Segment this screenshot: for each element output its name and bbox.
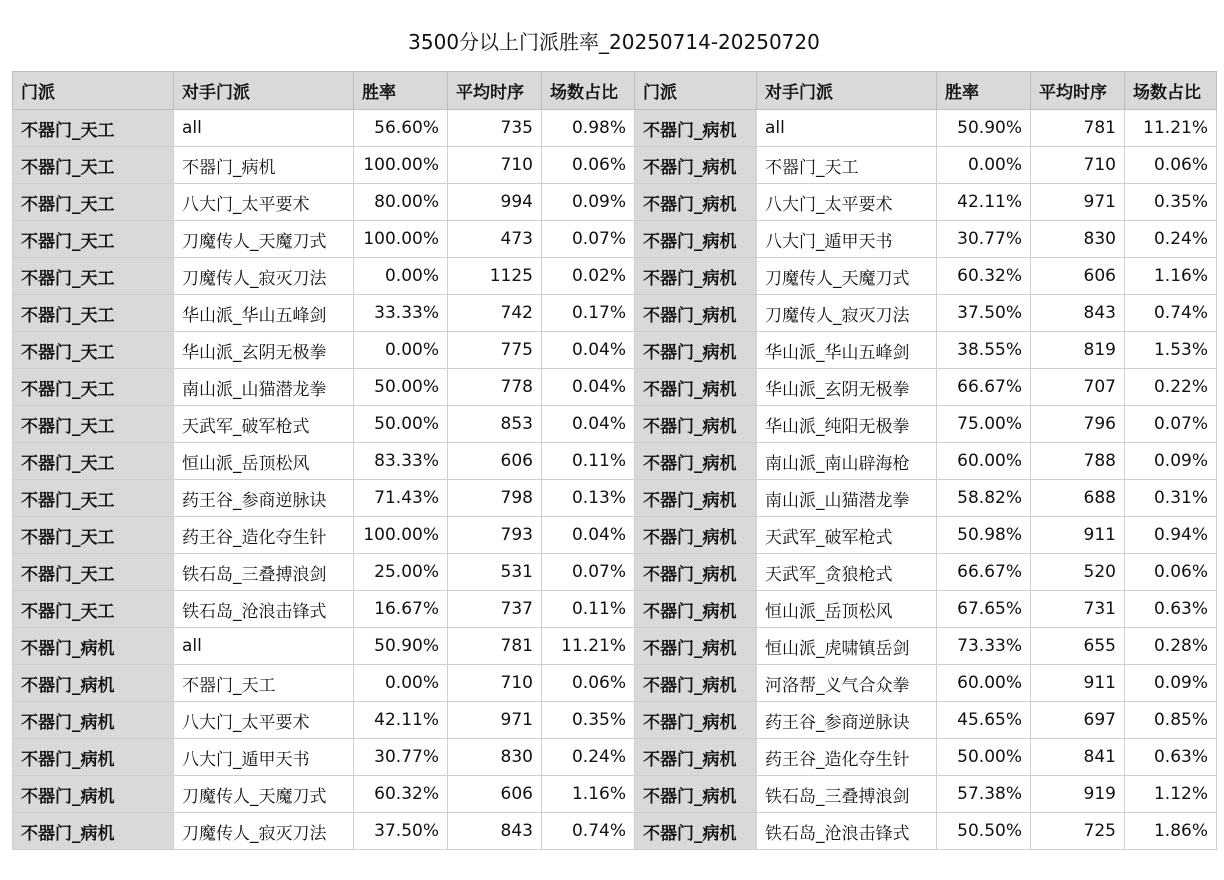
right-opponent-cell[interactable]: 南山派_南山辟海枪: [757, 443, 937, 480]
right-avg-time-cell[interactable]: 655: [1031, 628, 1125, 665]
left-avg-time-cell[interactable]: 710: [448, 147, 542, 184]
table-row: [13, 221, 1217, 258]
right-winrate-cell[interactable]: 60.00%: [937, 443, 1031, 480]
right-winrate-cell[interactable]: 57.38%: [937, 776, 1031, 813]
right-opponent-cell[interactable]: 药王谷_参商逆脉诀: [757, 702, 937, 739]
right-opponent-cell[interactable]: 八大门_遁甲天书: [757, 221, 937, 258]
left-winrate-cell[interactable]: 16.67%: [354, 591, 448, 628]
right-avg-time-cell[interactable]: 830: [1031, 221, 1125, 258]
right-faction-cell[interactable]: 不器门_病机: [635, 776, 757, 813]
right-share-cell[interactable]: 1.12%: [1125, 776, 1217, 813]
right-faction-cell[interactable]: 不器门_病机: [635, 147, 757, 184]
table-body: [13, 110, 1217, 850]
right-faction-cell[interactable]: 不器门_病机: [635, 665, 757, 702]
right-faction-cell[interactable]: 不器门_病机: [635, 813, 757, 850]
right-opponent-cell[interactable]: 天武军_破军枪式: [757, 517, 937, 554]
right-winrate-cell[interactable]: 50.00%: [937, 739, 1031, 776]
table-row: [13, 258, 1217, 295]
left-opponent-cell[interactable]: 刀魔传人_天魔刀式: [174, 776, 354, 813]
right-avg-time-cell[interactable]: 911: [1031, 517, 1125, 554]
left-opponent-cell[interactable]: 华山派_玄阴无极拳: [174, 332, 354, 369]
table-row: [13, 147, 1217, 184]
left-winrate-cell[interactable]: 50.00%: [354, 369, 448, 406]
col-header-winrate-right[interactable]: 胜率: [937, 72, 1031, 110]
right-share-cell[interactable]: 0.31%: [1125, 480, 1217, 517]
left-share-cell[interactable]: 1.16%: [542, 776, 635, 813]
right-share-cell[interactable]: 0.94%: [1125, 517, 1217, 554]
left-faction-cell[interactable]: 不器门_天工: [13, 443, 174, 480]
left-avg-time-cell[interactable]: 853: [448, 406, 542, 443]
left-opponent-cell[interactable]: 铁石岛_三叠搏浪剑: [174, 554, 354, 591]
winrate-table: [12, 71, 1217, 850]
left-opponent-cell[interactable]: 刀魔传人_天魔刀式: [174, 221, 354, 258]
right-avg-time-cell[interactable]: 911: [1031, 665, 1125, 702]
left-winrate-cell[interactable]: 37.50%: [354, 813, 448, 850]
right-winrate-cell[interactable]: 75.00%: [937, 406, 1031, 443]
left-winrate-cell[interactable]: 0.00%: [354, 665, 448, 702]
table-row: [13, 591, 1217, 628]
right-opponent-cell[interactable]: 南山派_山猫潜龙拳: [757, 480, 937, 517]
left-faction-cell[interactable]: 不器门_天工: [13, 406, 174, 443]
left-faction-cell[interactable]: 不器门_天工: [13, 480, 174, 517]
right-opponent-cell[interactable]: 铁石岛_三叠搏浪剑: [757, 776, 937, 813]
table-row: [13, 369, 1217, 406]
right-winrate-cell[interactable]: 45.65%: [937, 702, 1031, 739]
left-share-cell[interactable]: 11.21%: [542, 628, 635, 665]
right-avg-time-cell[interactable]: 796: [1031, 406, 1125, 443]
right-share-cell[interactable]: 11.21%: [1125, 110, 1217, 147]
header-row: [13, 72, 1217, 110]
right-faction-cell[interactable]: 不器门_病机: [635, 480, 757, 517]
right-avg-time-cell[interactable]: 971: [1031, 184, 1125, 221]
left-avg-time-cell[interactable]: 994: [448, 184, 542, 221]
left-share-cell[interactable]: 0.17%: [542, 295, 635, 332]
right-avg-time-cell[interactable]: 707: [1031, 369, 1125, 406]
col-header-avg-time[interactable]: 平均时序: [448, 72, 542, 110]
left-opponent-cell[interactable]: all: [174, 110, 354, 147]
left-avg-time-cell[interactable]: 775: [448, 332, 542, 369]
right-opponent-cell[interactable]: 河洛帮_义气合众拳: [757, 665, 937, 702]
left-avg-time-cell[interactable]: 793: [448, 517, 542, 554]
left-opponent-cell[interactable]: 恒山派_岳顶松风: [174, 443, 354, 480]
right-faction-cell[interactable]: 不器门_病机: [635, 369, 757, 406]
left-avg-time-cell[interactable]: 1125: [448, 258, 542, 295]
table-row: [13, 295, 1217, 332]
col-header-share-right[interactable]: 场数占比: [1125, 72, 1217, 110]
right-share-cell[interactable]: 0.09%: [1125, 443, 1217, 480]
left-opponent-cell[interactable]: all: [174, 628, 354, 665]
left-share-cell[interactable]: 0.06%: [542, 665, 635, 702]
right-faction-cell[interactable]: 不器门_病机: [635, 258, 757, 295]
right-winrate-cell[interactable]: 60.32%: [937, 258, 1031, 295]
left-share-cell[interactable]: 0.11%: [542, 591, 635, 628]
left-faction-cell[interactable]: 不器门_天工: [13, 147, 174, 184]
left-faction-cell[interactable]: 不器门_病机: [13, 665, 174, 702]
right-winrate-cell[interactable]: 30.77%: [937, 221, 1031, 258]
right-avg-time-cell[interactable]: 788: [1031, 443, 1125, 480]
right-share-cell[interactable]: 0.85%: [1125, 702, 1217, 739]
left-faction-cell[interactable]: 不器门_天工: [13, 591, 174, 628]
right-winrate-cell[interactable]: 50.90%: [937, 110, 1031, 147]
left-winrate-cell[interactable]: 60.32%: [354, 776, 448, 813]
right-share-cell[interactable]: 0.06%: [1125, 554, 1217, 591]
left-winrate-cell[interactable]: 100.00%: [354, 517, 448, 554]
left-faction-cell[interactable]: 不器门_病机: [13, 628, 174, 665]
left-faction-cell[interactable]: 不器门_天工: [13, 517, 174, 554]
left-share-cell[interactable]: 0.09%: [542, 184, 635, 221]
left-winrate-cell[interactable]: 80.00%: [354, 184, 448, 221]
right-avg-time-cell[interactable]: 688: [1031, 480, 1125, 517]
left-share-cell[interactable]: 0.24%: [542, 739, 635, 776]
right-opponent-cell[interactable]: all: [757, 110, 937, 147]
left-winrate-cell[interactable]: 50.00%: [354, 406, 448, 443]
table-row: [13, 184, 1217, 221]
right-share-cell[interactable]: 0.63%: [1125, 739, 1217, 776]
left-share-cell[interactable]: 0.04%: [542, 406, 635, 443]
left-opponent-cell[interactable]: 八大门_太平要术: [174, 184, 354, 221]
left-faction-cell[interactable]: 不器门_天工: [13, 369, 174, 406]
right-avg-time-cell[interactable]: 843: [1031, 295, 1125, 332]
right-share-cell[interactable]: 0.07%: [1125, 406, 1217, 443]
left-opponent-cell[interactable]: 不器门_病机: [174, 147, 354, 184]
table-row: [13, 665, 1217, 702]
left-avg-time-cell[interactable]: 830: [448, 739, 542, 776]
left-faction-cell[interactable]: 不器门_天工: [13, 554, 174, 591]
left-winrate-cell[interactable]: 56.60%: [354, 110, 448, 147]
right-avg-time-cell[interactable]: 841: [1031, 739, 1125, 776]
left-avg-time-cell[interactable]: 778: [448, 369, 542, 406]
left-winrate-cell[interactable]: 0.00%: [354, 258, 448, 295]
right-avg-time-cell[interactable]: 520: [1031, 554, 1125, 591]
right-avg-time-cell[interactable]: 710: [1031, 147, 1125, 184]
left-avg-time-cell[interactable]: 843: [448, 813, 542, 850]
col-header-faction-right[interactable]: 门派: [635, 72, 757, 110]
left-opponent-cell[interactable]: 药王谷_参商逆脉诀: [174, 480, 354, 517]
right-winrate-cell[interactable]: 60.00%: [937, 665, 1031, 702]
right-faction-cell[interactable]: 不器门_病机: [635, 702, 757, 739]
col-header-opponent-right[interactable]: 对手门派: [757, 72, 937, 110]
left-avg-time-cell[interactable]: 473: [448, 221, 542, 258]
left-winrate-cell[interactable]: 100.00%: [354, 221, 448, 258]
right-faction-cell[interactable]: 不器门_病机: [635, 184, 757, 221]
left-winrate-cell[interactable]: 83.33%: [354, 443, 448, 480]
left-winrate-cell[interactable]: 33.33%: [354, 295, 448, 332]
right-faction-cell[interactable]: 不器门_病机: [635, 295, 757, 332]
left-avg-time-cell[interactable]: 971: [448, 702, 542, 739]
left-avg-time-cell[interactable]: 735: [448, 110, 542, 147]
left-share-cell[interactable]: 0.74%: [542, 813, 635, 850]
table-row: [13, 628, 1217, 665]
right-share-cell[interactable]: 0.24%: [1125, 221, 1217, 258]
left-share-cell[interactable]: 0.06%: [542, 147, 635, 184]
right-faction-cell[interactable]: 不器门_病机: [635, 406, 757, 443]
left-opponent-cell[interactable]: 华山派_华山五峰剑: [174, 295, 354, 332]
right-avg-time-cell[interactable]: 697: [1031, 702, 1125, 739]
right-opponent-cell[interactable]: 华山派_玄阴无极拳: [757, 369, 937, 406]
table-row: [13, 702, 1217, 739]
left-faction-cell[interactable]: 不器门_病机: [13, 776, 174, 813]
left-share-cell[interactable]: 0.98%: [542, 110, 635, 147]
right-share-cell[interactable]: 0.35%: [1125, 184, 1217, 221]
left-share-cell[interactable]: 0.07%: [542, 554, 635, 591]
left-opponent-cell[interactable]: 刀魔传人_寂灭刀法: [174, 258, 354, 295]
right-winrate-cell[interactable]: 66.67%: [937, 369, 1031, 406]
col-header-opponent[interactable]: 对手门派: [174, 72, 354, 110]
left-share-cell[interactable]: 0.04%: [542, 517, 635, 554]
left-faction-cell[interactable]: 不器门_天工: [13, 184, 174, 221]
left-faction-cell[interactable]: 不器门_天工: [13, 110, 174, 147]
left-faction-cell[interactable]: 不器门_病机: [13, 702, 174, 739]
left-avg-time-cell[interactable]: 742: [448, 295, 542, 332]
left-avg-time-cell[interactable]: 781: [448, 628, 542, 665]
table-row: [13, 554, 1217, 591]
table-row: [13, 443, 1217, 480]
right-share-cell[interactable]: 0.09%: [1125, 665, 1217, 702]
right-opponent-cell[interactable]: 刀魔传人_天魔刀式: [757, 258, 937, 295]
sheet-title: 3500分以上门派胜率_20250714-20250720: [408, 30, 820, 54]
right-winrate-cell[interactable]: 67.65%: [937, 591, 1031, 628]
left-faction-cell[interactable]: 不器门_病机: [13, 813, 174, 850]
left-faction-cell[interactable]: 不器门_天工: [13, 258, 174, 295]
right-share-cell[interactable]: 0.22%: [1125, 369, 1217, 406]
right-opponent-cell[interactable]: 恒山派_虎啸镇岳剑: [757, 628, 937, 665]
col-header-share[interactable]: 场数占比: [542, 72, 635, 110]
right-share-cell[interactable]: 1.53%: [1125, 332, 1217, 369]
right-winrate-cell[interactable]: 50.98%: [937, 517, 1031, 554]
right-faction-cell[interactable]: 不器门_病机: [635, 554, 757, 591]
left-winrate-cell[interactable]: 100.00%: [354, 147, 448, 184]
right-faction-cell[interactable]: 不器门_病机: [635, 332, 757, 369]
left-share-cell[interactable]: 0.11%: [542, 443, 635, 480]
right-opponent-cell[interactable]: 不器门_天工: [757, 147, 937, 184]
right-share-cell[interactable]: 1.16%: [1125, 258, 1217, 295]
right-opponent-cell[interactable]: 华山派_纯阳无极拳: [757, 406, 937, 443]
right-opponent-cell[interactable]: 刀魔传人_寂灭刀法: [757, 295, 937, 332]
left-faction-cell[interactable]: 不器门_天工: [13, 295, 174, 332]
table-row: [13, 776, 1217, 813]
right-winrate-cell[interactable]: 58.82%: [937, 480, 1031, 517]
right-opponent-cell[interactable]: 铁石岛_沧浪击锋式: [757, 813, 937, 850]
left-avg-time-cell[interactable]: 798: [448, 480, 542, 517]
right-faction-cell[interactable]: 不器门_病机: [635, 221, 757, 258]
right-winrate-cell[interactable]: 37.50%: [937, 295, 1031, 332]
col-header-faction[interactable]: 门派: [13, 72, 174, 110]
left-avg-time-cell[interactable]: 737: [448, 591, 542, 628]
left-avg-time-cell[interactable]: 710: [448, 665, 542, 702]
left-opponent-cell[interactable]: 铁石岛_沧浪击锋式: [174, 591, 354, 628]
left-faction-cell[interactable]: 不器门_天工: [13, 332, 174, 369]
right-avg-time-cell[interactable]: 606: [1031, 258, 1125, 295]
right-winrate-cell[interactable]: 42.11%: [937, 184, 1031, 221]
right-avg-time-cell[interactable]: 819: [1031, 332, 1125, 369]
right-winrate-cell[interactable]: 66.67%: [937, 554, 1031, 591]
left-share-cell[interactable]: 0.07%: [542, 221, 635, 258]
left-winrate-cell[interactable]: 71.43%: [354, 480, 448, 517]
right-avg-time-cell[interactable]: 919: [1031, 776, 1125, 813]
left-avg-time-cell[interactable]: 606: [448, 443, 542, 480]
right-share-cell[interactable]: 0.63%: [1125, 591, 1217, 628]
table-row: [13, 110, 1217, 147]
left-winrate-cell[interactable]: 50.90%: [354, 628, 448, 665]
right-opponent-cell[interactable]: 八大门_太平要术: [757, 184, 937, 221]
left-share-cell[interactable]: 0.04%: [542, 332, 635, 369]
left-opponent-cell[interactable]: 八大门_太平要术: [174, 702, 354, 739]
right-avg-time-cell[interactable]: 725: [1031, 813, 1125, 850]
left-avg-time-cell[interactable]: 606: [448, 776, 542, 813]
left-opponent-cell[interactable]: 不器门_天工: [174, 665, 354, 702]
left-winrate-cell[interactable]: 30.77%: [354, 739, 448, 776]
left-faction-cell[interactable]: 不器门_天工: [13, 221, 174, 258]
table-row: [13, 739, 1217, 776]
left-winrate-cell[interactable]: 25.00%: [354, 554, 448, 591]
table-row: [13, 517, 1217, 554]
right-faction-cell[interactable]: 不器门_病机: [635, 628, 757, 665]
table-row: [13, 332, 1217, 369]
right-winrate-cell[interactable]: 50.50%: [937, 813, 1031, 850]
left-opponent-cell[interactable]: 南山派_山猫潜龙拳: [174, 369, 354, 406]
right-faction-cell[interactable]: 不器门_病机: [635, 739, 757, 776]
right-avg-time-cell[interactable]: 731: [1031, 591, 1125, 628]
table-row: [13, 406, 1217, 443]
right-faction-cell[interactable]: 不器门_病机: [635, 517, 757, 554]
right-opponent-cell[interactable]: 天武军_贪狼枪式: [757, 554, 937, 591]
table-row: [13, 813, 1217, 850]
left-opponent-cell[interactable]: 八大门_遁甲天书: [174, 739, 354, 776]
right-opponent-cell[interactable]: 恒山派_岳顶松风: [757, 591, 937, 628]
right-winrate-cell[interactable]: 73.33%: [937, 628, 1031, 665]
right-faction-cell[interactable]: 不器门_病机: [635, 110, 757, 147]
left-opponent-cell[interactable]: 天武军_破军枪式: [174, 406, 354, 443]
right-share-cell[interactable]: 0.74%: [1125, 295, 1217, 332]
left-share-cell[interactable]: 0.04%: [542, 369, 635, 406]
right-winrate-cell[interactable]: 38.55%: [937, 332, 1031, 369]
left-winrate-cell[interactable]: 0.00%: [354, 332, 448, 369]
left-faction-cell[interactable]: 不器门_病机: [13, 739, 174, 776]
left-share-cell[interactable]: 0.13%: [542, 480, 635, 517]
left-share-cell[interactable]: 0.02%: [542, 258, 635, 295]
right-share-cell[interactable]: 0.28%: [1125, 628, 1217, 665]
left-share-cell[interactable]: 0.35%: [542, 702, 635, 739]
right-share-cell[interactable]: 0.06%: [1125, 147, 1217, 184]
right-winrate-cell[interactable]: 0.00%: [937, 147, 1031, 184]
table-row: [13, 480, 1217, 517]
right-faction-cell[interactable]: 不器门_病机: [635, 591, 757, 628]
left-avg-time-cell[interactable]: 531: [448, 554, 542, 591]
left-winrate-cell[interactable]: 42.11%: [354, 702, 448, 739]
right-opponent-cell[interactable]: 华山派_华山五峰剑: [757, 332, 937, 369]
right-avg-time-cell[interactable]: 781: [1031, 110, 1125, 147]
right-share-cell[interactable]: 1.86%: [1125, 813, 1217, 850]
col-header-winrate[interactable]: 胜率: [354, 72, 448, 110]
col-header-avg-time-right[interactable]: 平均时序: [1031, 72, 1125, 110]
left-opponent-cell[interactable]: 刀魔传人_寂灭刀法: [174, 813, 354, 850]
right-faction-cell[interactable]: 不器门_病机: [635, 443, 757, 480]
left-opponent-cell[interactable]: 药王谷_造化夺生针: [174, 517, 354, 554]
right-opponent-cell[interactable]: 药王谷_造化夺生针: [757, 739, 937, 776]
